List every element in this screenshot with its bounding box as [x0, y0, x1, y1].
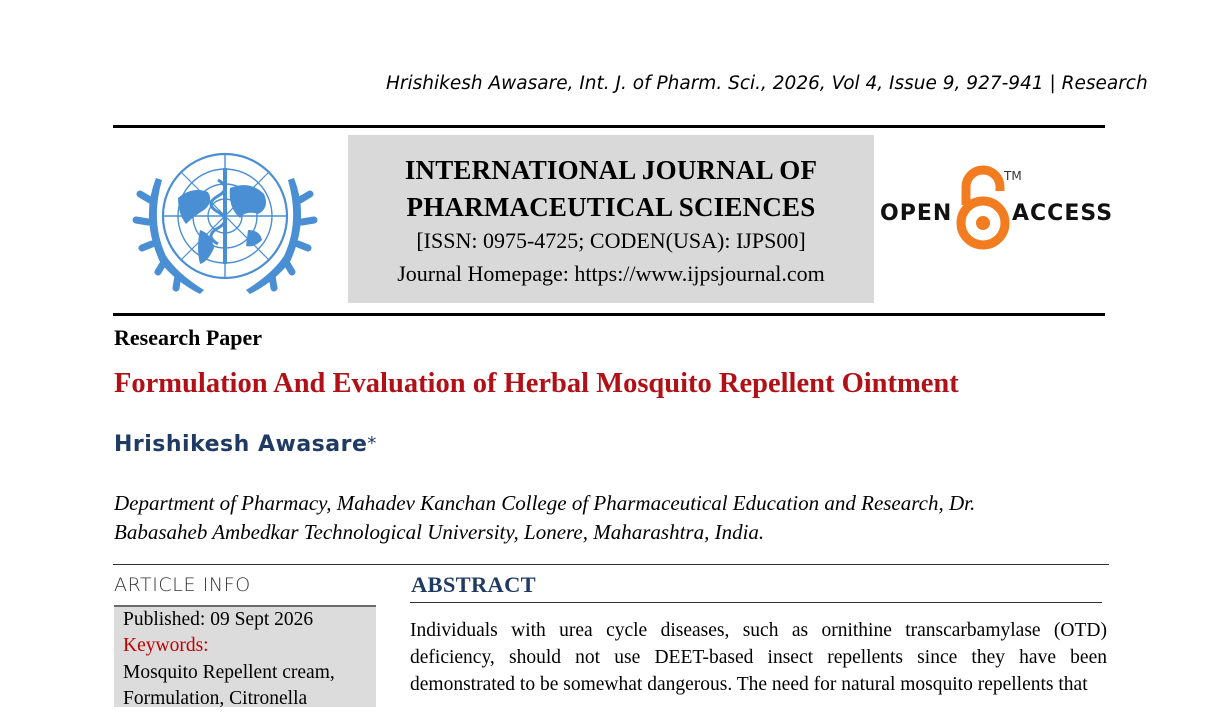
- affiliation-divider: [113, 564, 1109, 565]
- author-name-text: Hrishikesh Awasare: [114, 432, 368, 457]
- running-header: Hrishikesh Awasare, Int. J. of Pharm. Sci., 2026, Vol 4, Issue 9, 927-941 | Research: [386, 73, 1148, 94]
- keywords-line1: Mosquito Repellent cream,: [123, 662, 335, 683]
- keywords-label: Keywords:: [123, 635, 209, 656]
- journal-title-line2: PHARMACEUTICAL SCIENCES: [406, 192, 816, 222]
- section-label: Research Paper: [114, 325, 263, 350]
- open-access-trademark: TM: [1004, 169, 1022, 183]
- open-access-left-text: OPEN: [880, 201, 953, 226]
- header-bottom-rule: [113, 313, 1105, 316]
- affiliation-line2: Babasaheb Ambedkar Technological University, Lonere, Maharashtra, India.: [114, 520, 765, 544]
- open-access-right-text: ACCESS: [1012, 201, 1114, 226]
- journal-masthead-box: [348, 135, 874, 303]
- abstract-text: Individuals with urea cycle diseases, such as ornithine transcarbamylase (OTD) deficiency, should not use DEET-based insect repellents since they have been demonstrated to be somewhat dangerous. The need for natural mosquito repellents that: [410, 620, 1107, 695]
- article-info-heading: ARTICLE INFO: [114, 574, 251, 596]
- published-date: Published: 09 Sept 2026: [123, 609, 314, 630]
- affiliation-line1: Department of Pharmacy, Mahadev Kanchan College of Pharmaceutical Education and Research, Dr.: [114, 491, 976, 515]
- open-access-logo: [880, 165, 1114, 255]
- journal-homepage: Journal Homepage: https://www.ijpsjournal.com: [397, 261, 825, 286]
- corresponding-author-mark: *: [367, 433, 377, 454]
- keywords-line2: Formulation, Citronella: [123, 688, 308, 709]
- journal-title-line1: INTERNATIONAL JOURNAL OF: [404, 155, 818, 185]
- abstract-heading: ABSTRACT: [411, 572, 536, 597]
- journal-emblem-logo: [126, 138, 324, 306]
- paper-title: Formulation And Evaluation of Herbal Mosquito Repellent Ointment: [114, 368, 959, 399]
- abstract-heading-rule: [410, 602, 1102, 603]
- affiliation: [114, 489, 1104, 547]
- header-top-rule: [113, 125, 1105, 128]
- article-info-box: [114, 605, 376, 707]
- author-name: [114, 432, 377, 457]
- journal-issn: [ISSN: 0975-4725; CODEN(USA): IJPS00]: [416, 228, 806, 253]
